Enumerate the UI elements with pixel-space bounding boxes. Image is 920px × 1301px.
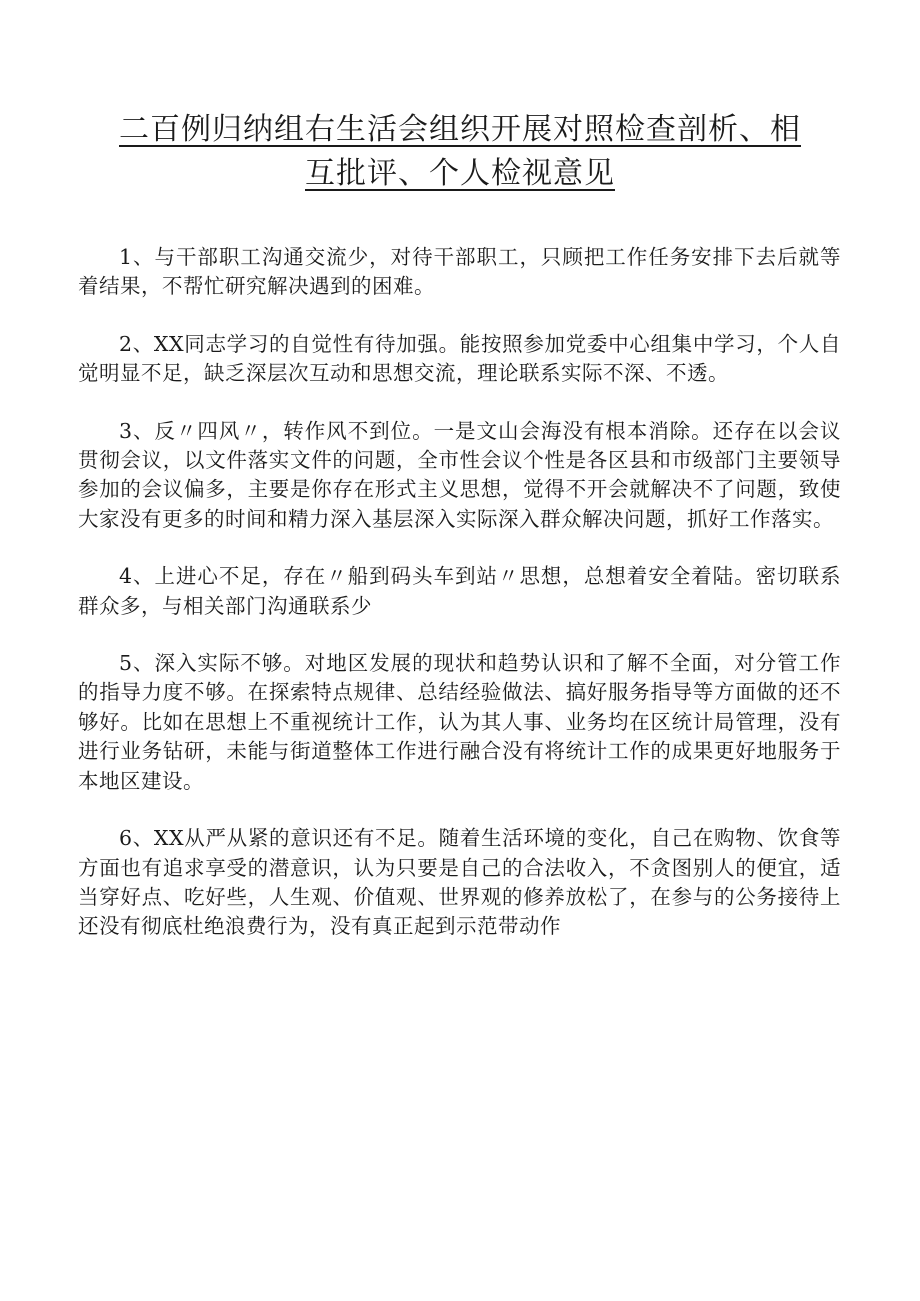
paragraph-2: 2、XX同志学习的自觉性有待加强。能按照参加党委中心组集中学习，个人自觉明显不足，缺乏深层次互动和思想交流，理论联系实际不深、不透。	[78, 331, 841, 386]
document-body	[78, 243, 841, 942]
title-line-1: 二百例归纳组右生活会组织开展对照检查剖析、相	[119, 112, 801, 147]
paragraph-3: 3、反〃四风〃，转作风不到位。一是文山会海没有根本消除。还存在以会议贯彻会议，以文件落实文件的问题，全市性会议个性是各区县和市级部门主要领导参加的会议偏多，主要是你存在形式主义思想，觉得不开会就解决不了问题，致使大家没有更多的时间和精力深入基层深入实际深入群众解决问题，抓好工作落实。	[78, 418, 841, 531]
document-title	[80, 108, 840, 196]
paragraph-5: 5、深入实际不够。对地区发展的现状和趋势认识和了解不全面，对分管工作的指导力度不够。在探索特点规律、总结经验做法、搞好服务指导等方面做的还不够好。比如在思想上不重视统计工作，认为其人事、业务均在区统计局管理，没有进行业务钻研，未能与街道整体工作进行融合没有将统计工作的成果更好地服务于本地区建设。	[78, 651, 841, 793]
paragraph-4: 4、上进心不足，存在〃船到码头车到站〃思想，总想着安全着陆。密切联系群众多，与相关部门沟通联系少	[78, 564, 841, 618]
paragraph-6: 6、XX从严从紧的意识还有不足。随着生活环境的变化，自己在购物、饮食等方面也有追求享受的潜意识，认为只要是自己的合法收入，不贪图别人的便宜，适当穿好点、吃好些，人生观、价值观、世界观的修养放松了，在参与的公务接待上还没有彻底杜绝浪费行为，没有真正起到示范带动作	[78, 826, 841, 939]
title-line-2: 互批评、个人检视意见	[305, 156, 615, 191]
paragraph-1: 1、与干部职工沟通交流少，对待干部职工，只顾把工作任务安排下去后就等着结果，不帮忙研究解决遇到的困难。	[78, 245, 841, 299]
